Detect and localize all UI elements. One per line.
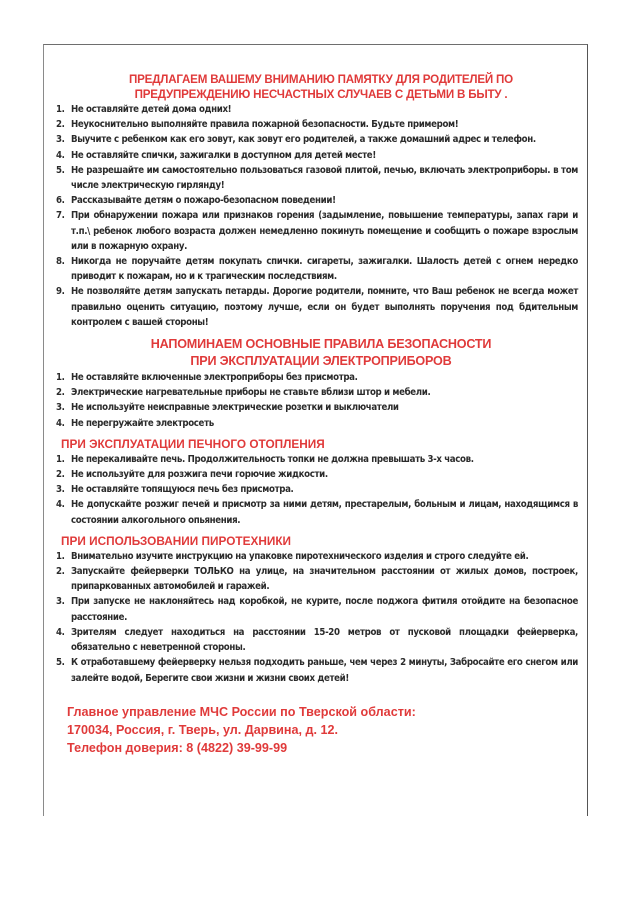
memo-title-line2: ПРЕДУПРЕЖДЕНИЮ НЕСЧАСТНЫХ СЛУЧАЕВ С ДЕТЬМИ В БЫТУ . — [134, 88, 508, 101]
org-name: Главное управление МЧС России по Тверской области: — [67, 704, 416, 719]
list-item: 9. Не позволяйте детям запускать петарды. Дорогие родители, помните, что Ваш ребенок не всегда может правильно оценить ситуацию, поэтому лучше, если он будет выполнять поручения под бдительным контролем с вашей стороны! — [56, 286, 578, 328]
memo-title — [64, 72, 578, 102]
list-item: 2. Запускайте фейерверки ТОЛЬКО на улице, на значительном расстоянии от жилых домов, построек, припаркованных автомобилей и гаражей. — [56, 566, 578, 593]
list-item: 4. Не оставляйте спички, зажигалки в доступном для детей месте! — [56, 149, 376, 161]
list-item: 2. Неукоснительно выполняйте правила пожарной безопасности. Будьте примером! — [56, 119, 459, 131]
hotline-phone: Телефон доверия: 8 (4822) 39-99-99 — [67, 740, 288, 755]
stove-rules-list — [56, 452, 578, 528]
stove-section-title: ПРИ ЭКСПЛУАТАЦИИ ПЕЧНОГО ОТОПЛЕНИЯ — [61, 436, 325, 451]
contact-footer — [67, 703, 578, 757]
list-item: 3. Не оставляйте топящуюся печь без присмотра. — [56, 484, 294, 496]
list-item: 5. К отработавшему фейерверку нельзя подходить раньше, чем через 2 минуты, Забросайте его снегом или залейте водой, Берегите свои жизни и жизни своих детей! — [56, 657, 578, 684]
electric-section-title: НАПОМИНАЕМ ОСНОВНЫЕ ПРАВИЛА БЕЗОПАСНОСТИ ПРИ ЭКСПЛУАТАЦИИ ЭЛЕКТРОПРИБОРОВ — [150, 337, 492, 369]
list-item: 4. Не перегружайте электросеть — [56, 417, 214, 429]
list-item: 8. Никогда не поручайте детям покупать спички. сигареты, зажигалки. Шалость детей с огнем нередко приводит к пожарам, но и к трагическим последствиям. — [56, 256, 578, 283]
memo-title-line1: ПРЕДЛАГАЕМ ВАШЕМУ ВНИМАНИЮ ПАМЯТКУ ДЛЯ РОДИТЕЛЕЙ ПО — [129, 73, 513, 86]
list-item: 5. Не разрешайте им самостоятельно пользоваться газовой плитой, печью, включать электроприборы. в том числе электрическую гирлянду! — [56, 164, 578, 192]
list-item: 1. Не перекаливайте печь. Продолжительность топки не должна превышать 3-х часов. — [56, 453, 474, 465]
list-item: 3. Не используйте неисправные электрические розетки и выключатели — [56, 402, 399, 414]
pyro-section-title: ПРИ ИСПОЛЬЗОВАНИИ ПИРОТЕХНИКИ — [61, 533, 292, 548]
list-item: 4. Зрителям следует находиться на расстоянии 15-20 метров от пусковой площадки фейерверка, обязательно с неветренной стороны. — [56, 626, 578, 654]
list-item: 3. При запуске не наклоняйтесь над коробкой, не курите, после поджога фитиля отойдите на безопасное расстояние. — [56, 596, 578, 623]
list-item: 1. Внимательно изучите инструкцию на упаковке пиротехнического изделия и строго следуйте ей. — [56, 550, 529, 562]
list-item: 1. Не оставляйте детей дома одних! — [56, 104, 232, 115]
safety-memo — [56, 72, 578, 757]
list-item: 3. Выучите с ребенком как его зовут, как зовут его родителей, а также домашний адрес и телефон. — [56, 134, 536, 146]
list-item: 2. Не используйте для розжига печи горючие жидкости. — [56, 469, 328, 481]
list-item: 2. Электрические нагревательные приборы не ставьте вблизи штор и мебели. — [56, 387, 431, 399]
general-rules-list — [56, 102, 578, 330]
org-address: 170034, Россия, г. Тверь, ул. Дарвина, д. 12. — [67, 722, 339, 737]
list-item: 1. Не оставляйте включенные электроприборы без присмотра. — [56, 372, 358, 384]
pyro-rules-list — [56, 549, 578, 686]
list-item: 4. Не допускайте розжиг печей и присмотр за ними детям, престарелым, больным и лицам, находящимся в состоянии алкогольного опьянения. — [56, 499, 578, 526]
list-item: 7. При обнаружении пожара или признаков горения (задымление, повышение температуры, запах гари и т.п.\ ребенок любого возраста должен немедленно покинуть помещение и сообщить о пожаре взрослым или в пожарную охрану. — [56, 210, 578, 252]
list-item: 6. Рассказывайте детям о пожаро-безопасном поведении! — [56, 195, 336, 207]
electric-rules-list — [56, 370, 578, 431]
